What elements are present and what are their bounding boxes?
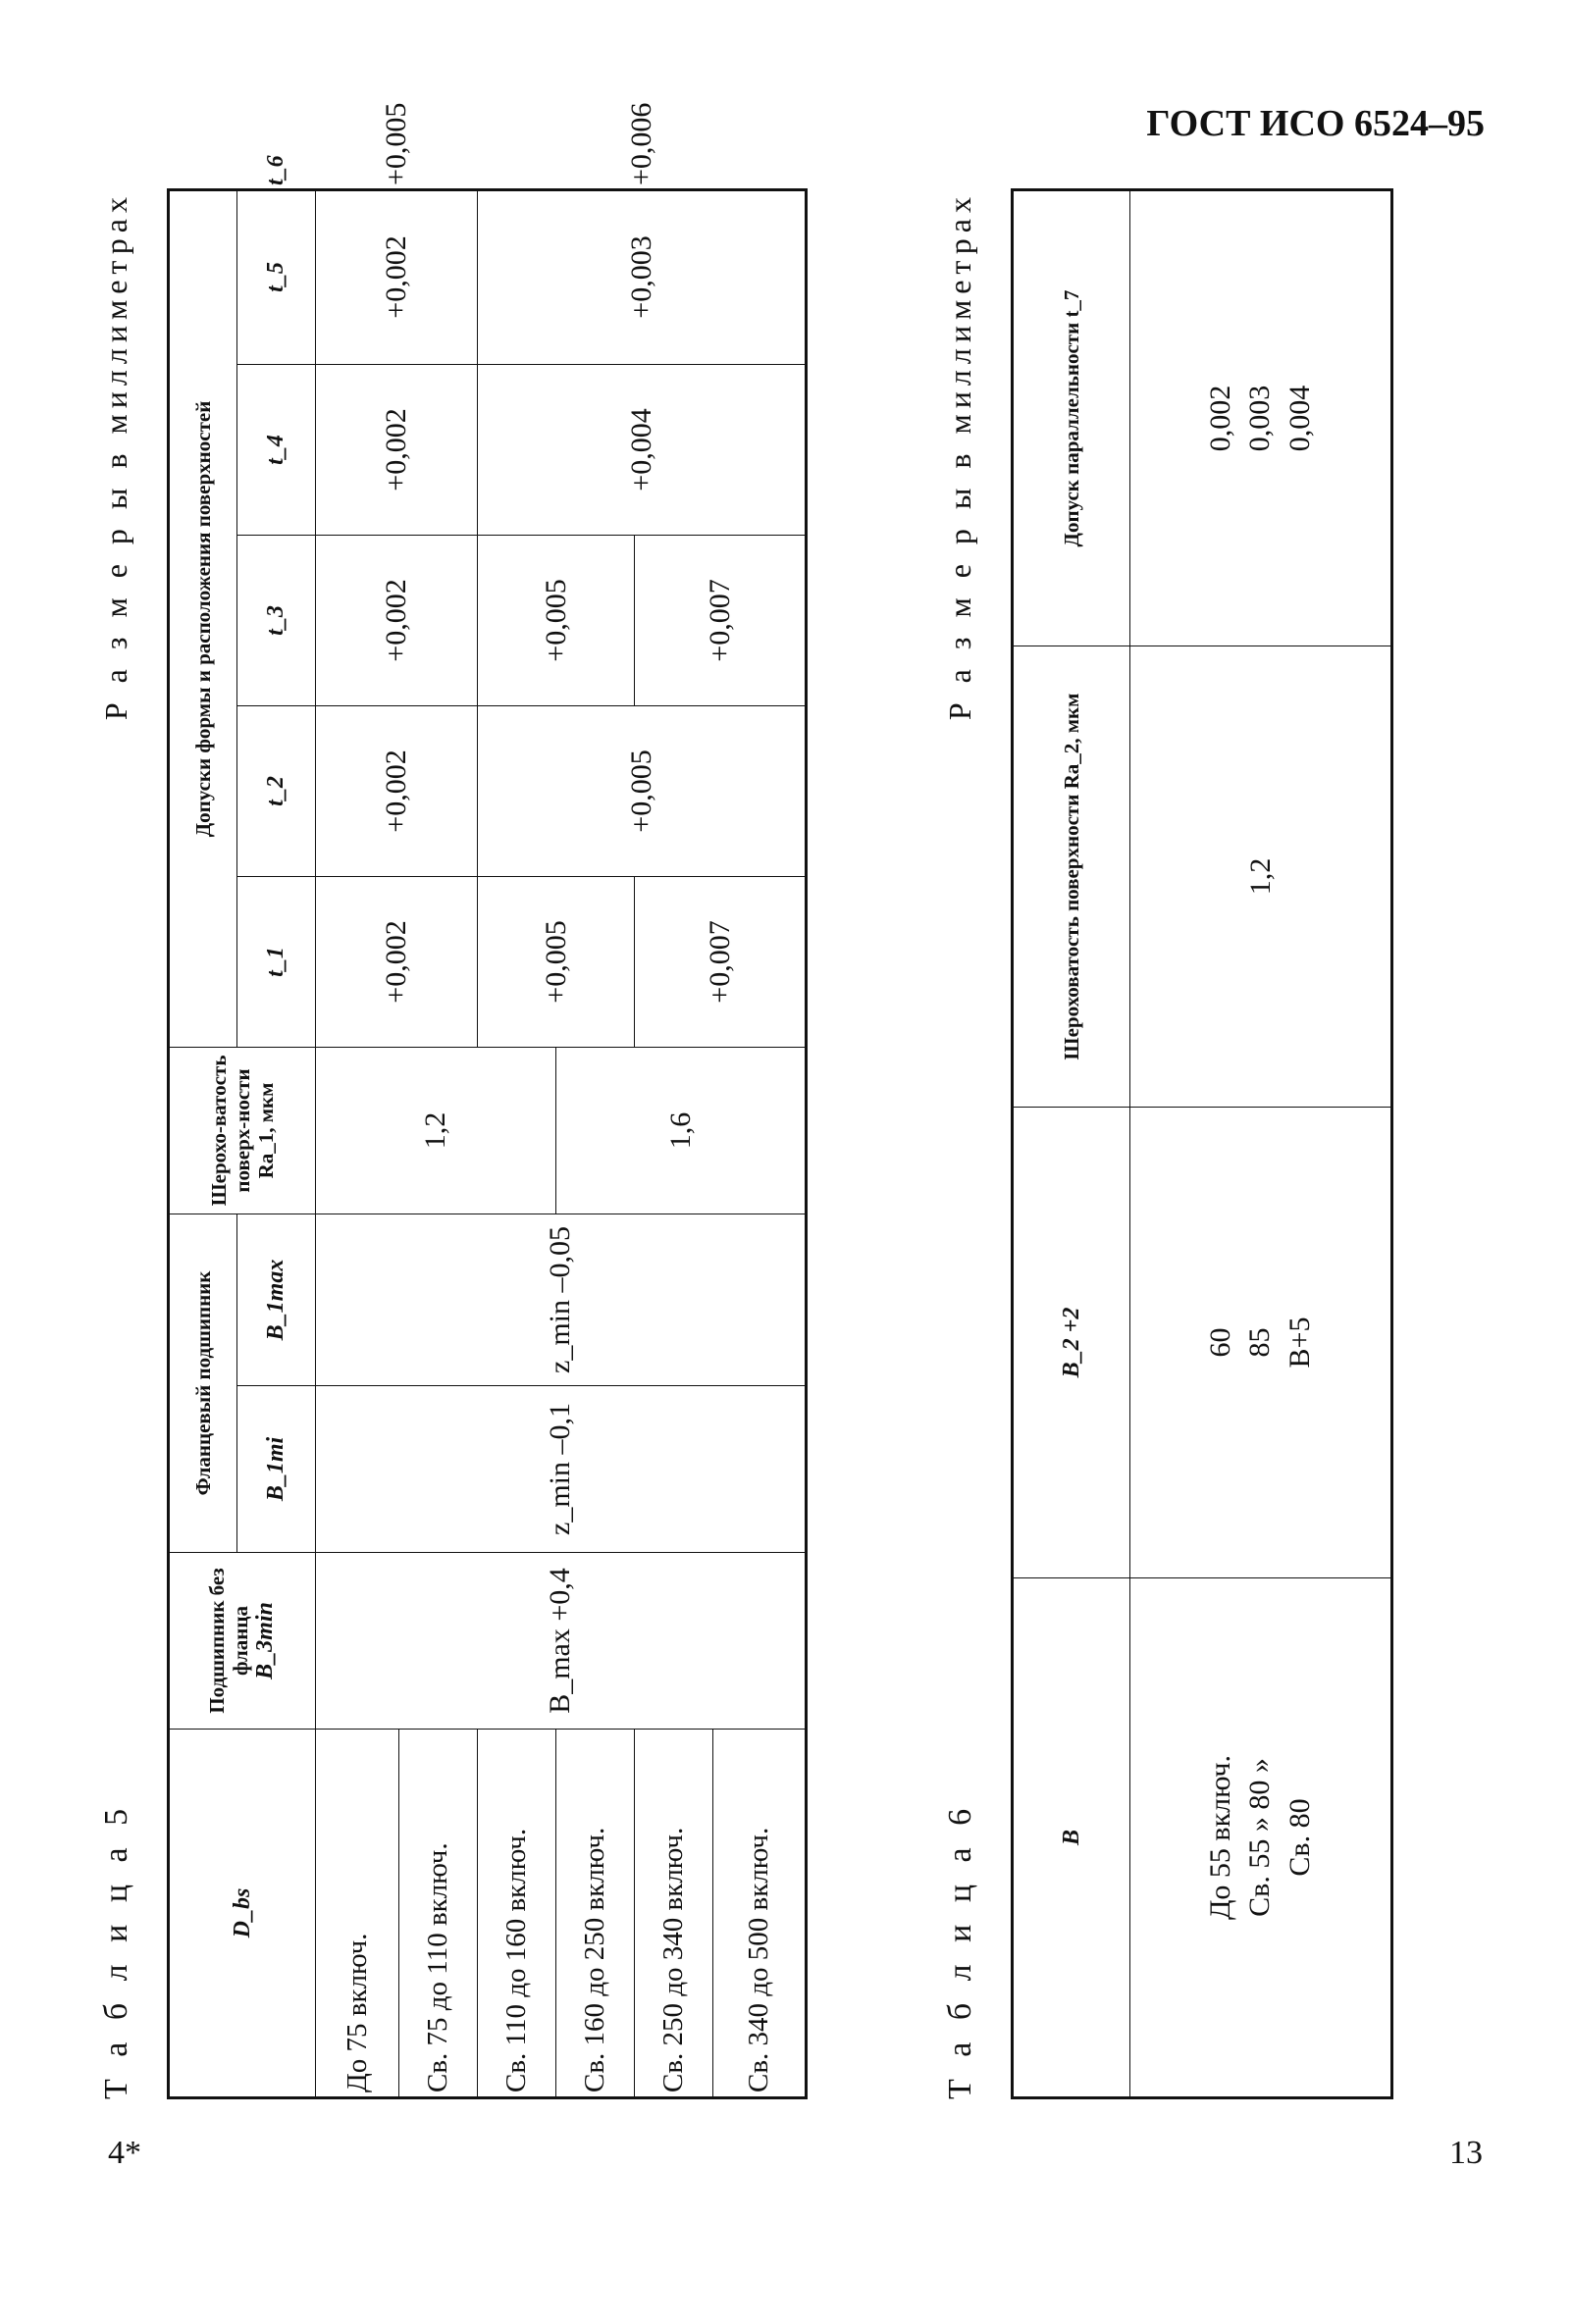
cell-t2-2: +0,005 bbox=[478, 705, 807, 876]
table-5: D_bs Подшипник без фланца B_3min Фланцевый подшипник Шерохо-ватость поверх-ности Ra_1, мкм Допуски формы и расположения поверхностей B_1mi B_1max t_1 t_2 t_3 t_4 t_5 t_6 До 75 включ. B_max +0,4 z_min –0,1 z_min –0,05 1,2 +0,002 +0,002 +0,002 +0,002 +0,002 +0,005 Св. 75 до 110 включ. Св. 110 до 160 включ. +0,005 +0,005 +0,005 +0,004 +0,003 +0,006 Св. 160 до 250 включ. 1,6 Св. 250 до 340 включ. +0,007 +0,007 Св. 340 до 500 включ. bbox=[167, 188, 808, 2099]
cell-t3-1: +0,002 bbox=[316, 535, 478, 705]
cell-t2-1: +0,002 bbox=[316, 705, 478, 876]
cell-t1-3: +0,007 bbox=[635, 876, 807, 1047]
table-row-label: Св. 75 до 110 включ. bbox=[399, 1730, 478, 2098]
cell-rough2-value: 1,2 bbox=[1130, 646, 1392, 1108]
header-no-flange: Подшипник без фланца B_3min bbox=[169, 1553, 316, 1730]
cell-t5-1: +0,002 bbox=[316, 189, 478, 364]
cell-rough-2: 1,6 bbox=[556, 1047, 807, 1214]
header-t3: t_3 bbox=[237, 535, 316, 705]
header-b: B bbox=[1013, 1578, 1130, 2098]
table-5-unit-note: Р а з м е р ы в миллиметрах bbox=[98, 191, 133, 721]
cell-t3-2: +0,005 bbox=[478, 535, 635, 705]
cell-b-values: До 55 включ. Св. 55 » 80 » Св. 80 bbox=[1130, 1578, 1392, 2098]
header-b1min: B_1mi bbox=[237, 1386, 316, 1553]
cell-t3-3: +0,007 bbox=[635, 535, 807, 705]
cell-t4-1: +0,002 bbox=[316, 364, 478, 535]
document-code: ГОСТ ИСО 6524–95 bbox=[1146, 103, 1485, 144]
table-6-unit-note: Р а з м е р ы в миллиметрах bbox=[942, 191, 977, 721]
cell-parallel-values: 0,002 0,003 0,004 bbox=[1130, 190, 1392, 646]
cell-b1min: z_min –0,1 bbox=[316, 1386, 807, 1553]
header-d-bs: D_bs bbox=[169, 1730, 316, 2098]
header-t5: t_5 bbox=[237, 189, 316, 364]
table-6-block bbox=[942, 191, 1403, 2099]
cell-b2-values: 60 85 B+5 bbox=[1130, 1108, 1392, 1578]
cell-noflange: B_max +0,4 bbox=[316, 1553, 807, 1730]
header-t2: t_2 bbox=[237, 705, 316, 876]
cell-t4-2: +0,004 bbox=[478, 364, 807, 535]
header-flange-bearing: Фланцевый подшипник bbox=[169, 1214, 237, 1552]
sheet-signature: 4* bbox=[108, 2135, 141, 2171]
cell-t5-2: +0,003 bbox=[478, 189, 807, 364]
table-5-caption: Т а б л и ц а 5 bbox=[98, 1801, 134, 2099]
header-parallelism: Допуск параллельности t_7 bbox=[1013, 190, 1130, 646]
header-b2: B_2 +2 bbox=[1013, 1108, 1130, 1578]
header-t4: t_4 bbox=[237, 364, 316, 535]
cell-rough-1: 1,2 bbox=[316, 1047, 556, 1214]
table-6-caption: Т а б л и ц а 6 bbox=[942, 1801, 978, 2099]
table-row-label: До 75 включ. bbox=[316, 1730, 399, 2098]
table-row-label: Св. 250 до 340 включ. bbox=[635, 1730, 713, 2098]
header-roughness: Шерохо-ватость поверх-ности Ra_1, мкм bbox=[169, 1047, 316, 1214]
table-row-label: Св. 160 до 250 включ. bbox=[556, 1730, 635, 2098]
cell-t1-1: +0,002 bbox=[316, 876, 478, 1047]
table-row-label: Св. 340 до 500 включ. bbox=[713, 1730, 807, 2098]
header-b1max: B_1max bbox=[237, 1214, 316, 1385]
cell-t1-2: +0,005 bbox=[478, 876, 635, 1047]
table-row-label: Св. 110 до 160 включ. bbox=[478, 1730, 556, 2098]
header-form-tolerances: Допуски формы и расположения поверхностей bbox=[169, 189, 237, 1047]
table-5-block bbox=[98, 102, 844, 2099]
page-number: 13 bbox=[1449, 2135, 1483, 2171]
table-6 bbox=[1011, 188, 1393, 2099]
header-t1: t_1 bbox=[237, 876, 316, 1047]
header-roughness-2: Шероховатость поверхности Ra_2, мкм bbox=[1013, 646, 1130, 1108]
cell-b1max: z_min –0,05 bbox=[316, 1214, 807, 1385]
